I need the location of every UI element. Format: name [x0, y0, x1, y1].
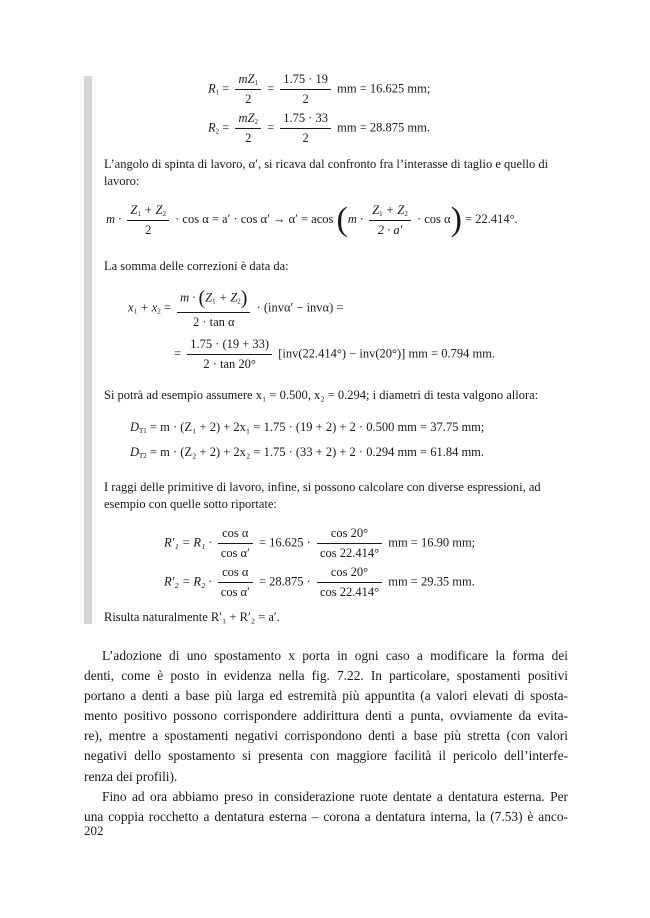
paragraph-2 — [84, 787, 568, 827]
paragraph-1-line: portano a denti a base più larga ed estremità più appuntita (a valori elevati di sposta- — [84, 688, 568, 704]
text-radii-line2: esempio con quelle sotto riportate: — [104, 497, 277, 511]
paragraph-2-line: Fino ad ora abbiamo preso in considerazione ruote dentate a dentatura esterna. Per — [102, 789, 568, 804]
equation-r1: $R_1$ = $\frac{mZ_1}{2}$ = $\frac{1.75 \cdot 19}{2}$ mm = 16.625 mm; — [208, 72, 431, 106]
text-sum: La somma delle correzioni è data da: — [104, 259, 289, 273]
paragraph-1-line: L’adozione di uno spostamento x porta in ogni caso a modificare la forma dei — [102, 648, 568, 663]
text-radii-line1: I raggi delle primitive di lavoro, infine, si possono calcolare con diverse espressioni, ad — [104, 480, 541, 494]
example-box-bar — [84, 76, 92, 624]
equation-sum: $x_1 + x_2$ = $\frac{m \cdot (Z_1 + Z_2)}{\text{2 · tan α}}$ · (invα′ − invα) = — [128, 287, 344, 329]
equation-dt1: $D_{T1} = m \cdot (Z_1 + 2) + 2x_1 = 1.75 \cdot (19 + 2) + 2 \cdot 0.500$ mm = 37.75 mm; — [130, 420, 485, 435]
paragraph-1-line: denti, come è posto in evidenza nella fig. 7.22. In particolare, spostamenti positivi — [84, 668, 568, 684]
text-angle-line2: lavoro: — [104, 174, 140, 188]
equation-r2-prime: R′₂ = R₂ · $\frac{\text{cos α}}{\text{cos α′}}$ = 28.875 · $\frac{\cos 20^\circ}{\cos 22.414^\circ}$ mm = 29.35 mm. — [164, 565, 475, 599]
text-result: Risulta naturalmente R′₁ + R′₂ = a′. — [104, 610, 280, 624]
paragraph-1-line: mento positivo possono corrispondere addirittura denti a punta, ovviamente da evita- — [84, 708, 568, 724]
text-angle-line1: L’angolo di spinta di lavoro, α′, si ricava dal confronto fra l’interasse di taglio e quello di — [104, 157, 549, 171]
text-diameters: Si potrà ad esempio assumere x₁ = 0.500, x₂ = 0.294; i diametri di testa valgono allora: — [104, 388, 539, 402]
paragraph-1-line: renza dei profili). — [84, 768, 178, 784]
equation-dt2: $D_{T2} = m \cdot (Z_2 + 2) + 2x_2 = 1.75 \cdot (33 + 2) + 2 \cdot 0.294$ mm = 61.84 mm. — [130, 445, 485, 460]
paragraph-1-line: negativi dello spostamento si presenta con maggiore facilità il pericolo dell’interfe- — [84, 748, 568, 764]
equation-r1-prime: R′₁ = R₁ · $\frac{\text{cos α}}{\text{cos α′}}$ = 16.625 · $\frac{\cos 20^\circ}{\cos 22.414^\circ}$ mm = 16.90 mm; — [164, 526, 476, 560]
equation-sum-numeric: = $\frac{1.75 \cdot (19 + 33)}{2 \cdot \tan 20^\circ}$ [inv(22.414°) − inv(20°)] mm = 0.794 mm. — [174, 337, 496, 371]
page-number: 202 — [84, 823, 104, 838]
equation-r2: $R_2$ = $\frac{mZ_2}{2}$ = $\frac{1.75 \cdot 33}{2}$ mm = 28.875 mm. — [208, 111, 430, 145]
paragraph-1-line: re), mentre a spostamenti negativi corrispondono denti a base più stretta (con valori — [84, 728, 568, 744]
paragraph-2-line: una coppia rocchetto a dentatura esterna – corona a dentatura interna, la (7.53) è anco- — [84, 809, 568, 825]
equation-alpha-prime: m · $\frac{Z_1 + Z_2}{2}$ · cos α = a′ · cos α′ → α′ = acos (m · $\frac{Z_1 + Z_2}{2 \cdot a'}$ · cos α) = 22.414°. — [106, 201, 518, 238]
paragraph-1 — [84, 646, 568, 787]
